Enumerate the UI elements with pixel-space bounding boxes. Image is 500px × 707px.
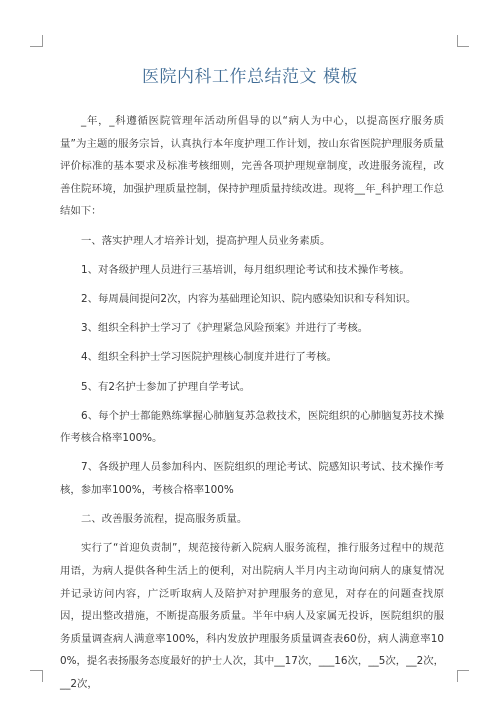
document-body — [60, 110, 444, 696]
section-heading-talent-training: 一、落实护理人才培养计划，提高护理人员业务素质。 — [81, 234, 331, 247]
list-item-2: 2、每周晨间提问2次，内容为基础理论知识、院内感染知识和专科知识。 — [81, 292, 417, 305]
crop-mark-bottom-left — [30, 670, 42, 671]
document-title: 医院内科工作总结范文 模板 — [142, 67, 358, 87]
crop-mark-top-left — [30, 46, 42, 47]
crop-mark-top-right — [457, 46, 469, 47]
list-item-4: 4、组织全科护士学习医院护理核心制度并进行了考核。 — [81, 351, 337, 364]
list-item-6: 6、每个护士都能熟练掌握心肺脑复苏急救技术，医院组织的心肺脑复苏技术操作考核合格率100%。 — [60, 409, 444, 445]
crop-mark-bottom-right-vertical — [457, 670, 458, 682]
crop-mark-top-right-vertical — [457, 35, 458, 47]
list-item-5: 5、有2名护士参加了护理自学考试。 — [81, 380, 251, 393]
paragraph-service-details: 实行了“首迎负责制”，规范接待新入院病人服务流程，推行服务过程中的规范用语，为病人提供各种生活上的便利，对出院病人半月内主动询问病人的康复情况并记录访问内容，广泛听取病人及陪护对护理服务的意见，对存在的问题查找原因，提出整改措施，不断提高服务质量。半年中病人及家属无投诉，医院组织的服务质量调查病人满意率100%，科内发放护理服务质量调查表60份，病人满意率100%，提名表扬服务态度最好的护士人次，其中__17次，___16次，__5次，__2次，__2次， — [60, 542, 444, 690]
list-item-3: 3、组织全科护士学习了《护理紧急风险预案》并进行了考核。 — [81, 322, 369, 335]
crop-mark-bottom-left-vertical — [42, 670, 43, 682]
crop-mark-bottom-right — [457, 670, 469, 671]
crop-mark-top-left-vertical — [42, 35, 43, 47]
paragraph-intro: _年，_科遵循医院管理年活动所倡导的以“病人为中心，以提高医疗服务质量”为主题的服务宗旨，认真执行本年度护理工作计划，按山东省医院护理服务质量评价标准的基本要求及标准考核细则，完善各项护理规章制度，改进服务流程，改善住院环境，加强护理质量控制，保持护理质量持续改进。现将__年_科护理工作总结如下： — [60, 115, 444, 218]
list-item-1: 1、对各级护理人员进行三基培训，每月组织理论考试和技术操作考核。 — [81, 263, 410, 276]
list-item-7: 7、各级护理人员参加科内、医院组织的理论考试、院感知识考试、技术操作考核，参加率100%，考核合格率100% — [60, 461, 444, 497]
section-heading-service-process: 二、改善服务流程，提高服务质量。 — [81, 513, 248, 526]
